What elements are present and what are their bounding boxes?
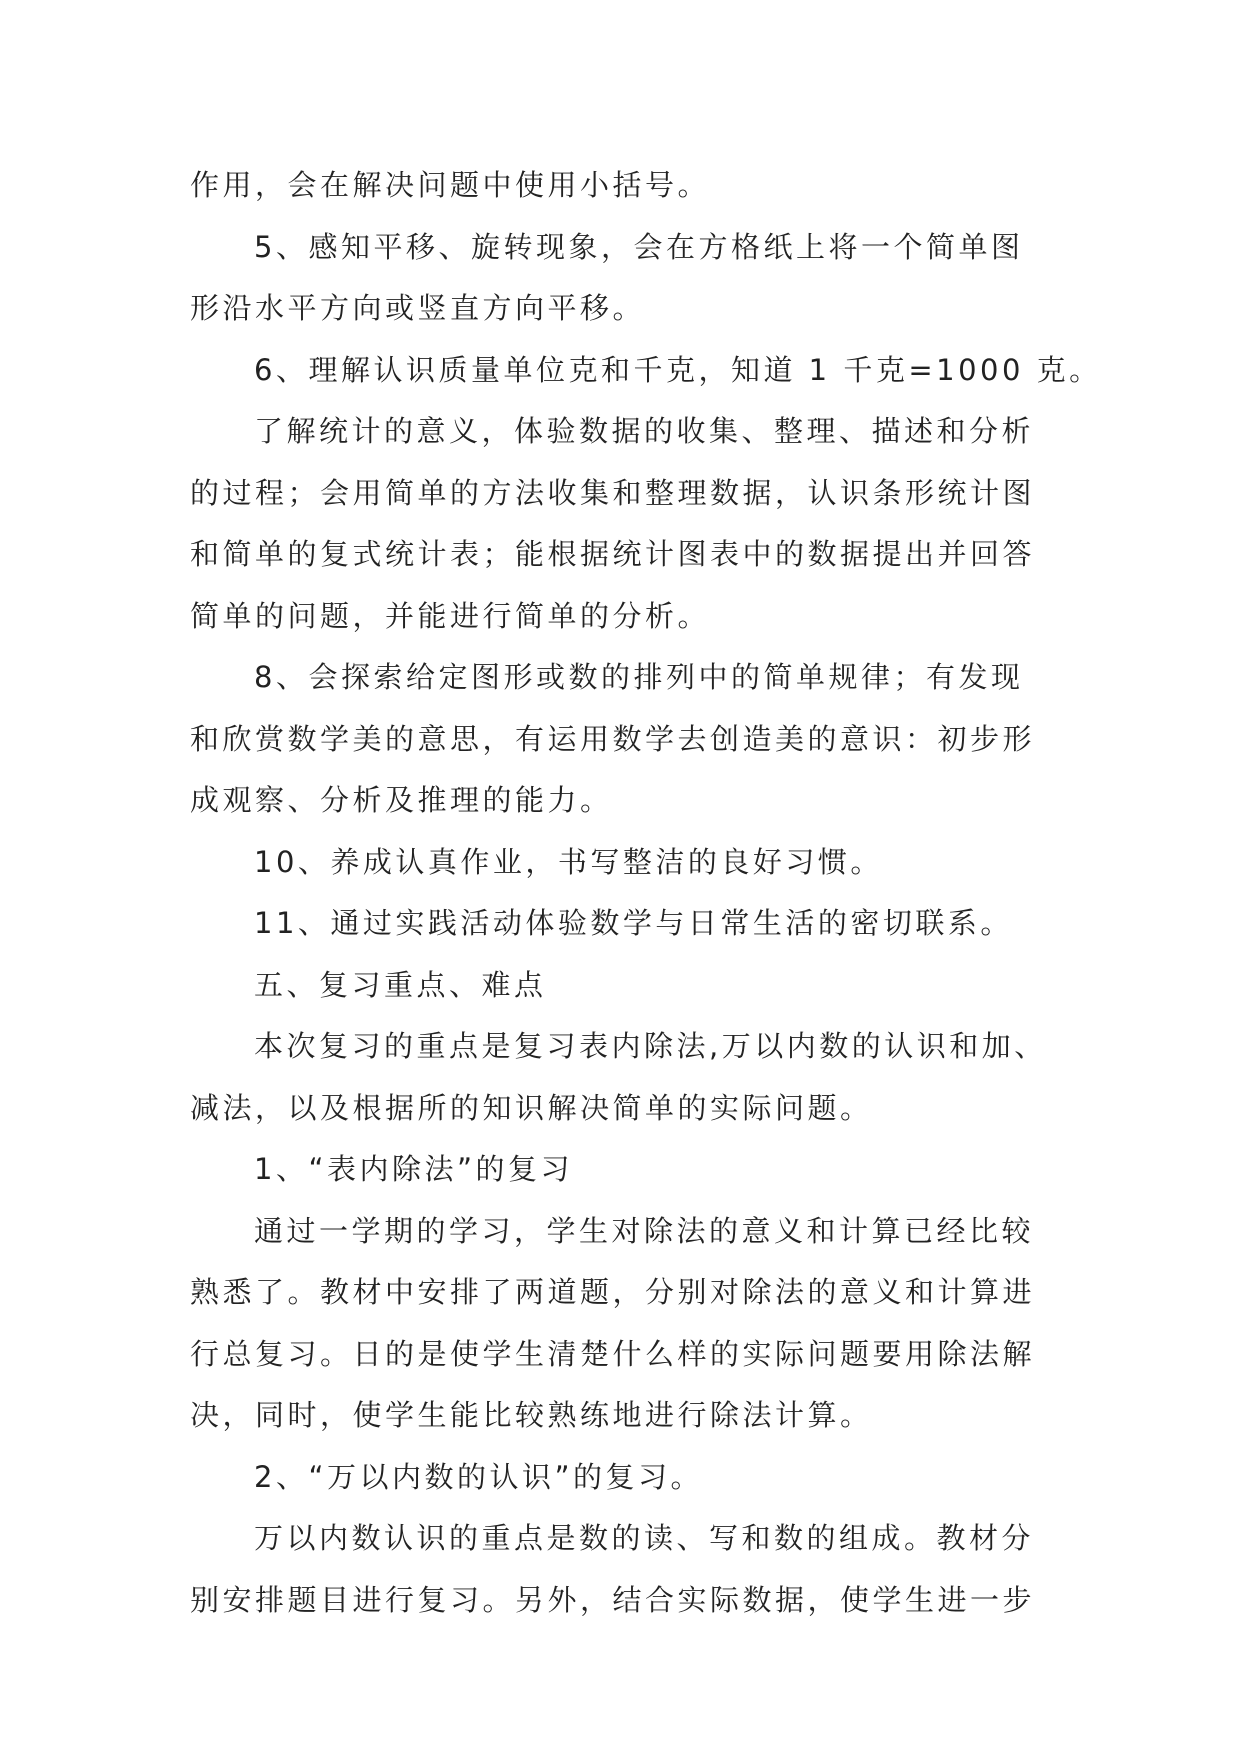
- text-line: 8、会探索给定图形或数的排列中的简单规律；有发现: [254, 660, 1024, 694]
- text-line: 行总复习。日的是使学生清楚什么样的实际问题要用除法解: [190, 1336, 1036, 1371]
- text-line: 10、养成认真作业，书写整洁的良好习惯。: [254, 844, 883, 879]
- text-line: 万以内数认识的重点是数的读、写和数的组成。教材分: [254, 1521, 1035, 1555]
- text-line: 11、通过实践活动体验数学与日常生活的密切联系。: [254, 906, 1013, 940]
- text-line: 减法，以及根据所的知识解决简单的实际问题。: [190, 1090, 873, 1125]
- document-body: [190, 155, 1102, 1631]
- text-line: 和欣赏数学美的意思，有运用数学去创造美的意识：初步形: [190, 721, 1036, 756]
- text-line: 熟悉了。教材中安排了两道题，分别对除法的意义和计算进: [190, 1275, 1036, 1309]
- text-line: 5、感知平移、旋转现象，会在方格纸上将一个简单图: [254, 229, 1024, 264]
- text-line: 简单的问题，并能进行简单的分析。: [190, 598, 711, 633]
- subsection-heading: 1、“表内除法”的复习: [254, 1152, 573, 1186]
- subsection-heading: 2、“万以内数的认识”的复习。: [254, 1459, 703, 1494]
- text-line: 了解统计的意义，体验数据的收集、整理、描述和分析: [254, 414, 1035, 448]
- text-line: 6、理解认识质量单位克和千克，知道 1 千克=1000 克。: [254, 352, 1102, 387]
- text-line: 通过一学期的学习，学生对除法的意义和计算已经比较: [254, 1213, 1035, 1248]
- text-line: 本次复习的重点是复习表内除法,万以内数的认识和加、: [254, 1029, 1047, 1063]
- text-line: 决，同时，使学生能比较熟练地进行除法计算。: [190, 1398, 873, 1432]
- text-line: 和简单的复式统计表；能根据统计图表中的数据提出并回答: [190, 537, 1036, 571]
- text-line: 别安排题目进行复习。另外，结合实际数据，使学生进一步: [190, 1582, 1036, 1617]
- text-line: 作用，会在解决问题中使用小括号。: [190, 168, 711, 202]
- text-line: 的过程；会用简单的方法收集和整理数据，认识条形统计图: [190, 475, 1036, 510]
- text-line: 成观察、分析及推理的能力。: [190, 783, 613, 817]
- text-line: 形沿水平方向或竖直方向平移。: [190, 291, 646, 325]
- section-heading: 五、复习重点、难点: [254, 967, 547, 1002]
